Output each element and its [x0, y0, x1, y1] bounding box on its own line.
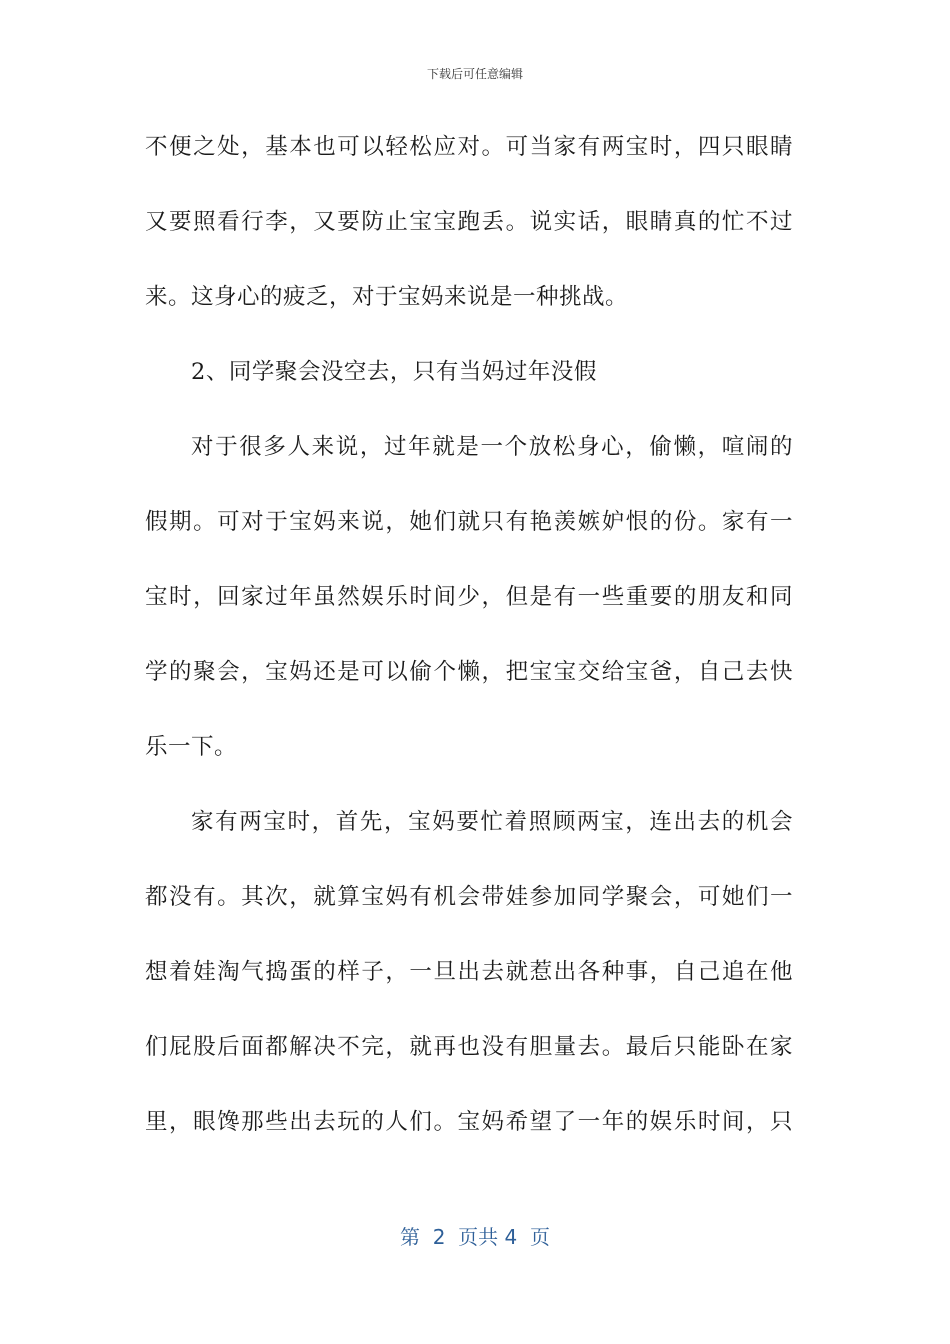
paragraph-line: 不便之处，基本也可以轻松应对。可当家有两宝时，四只眼睛: [145, 134, 793, 160]
paragraph-line: 又要照看行李，又要防止宝宝跑丢。说实话，眼睛真的忙不过: [145, 209, 793, 235]
paragraph-line: 都没有。其次，就算宝妈有机会带娃参加同学聚会，可她们一: [145, 884, 793, 910]
page-number-footer: 第 2 页共 4 页: [400, 1225, 550, 1249]
paragraph-line: 家有两宝时，首先，宝妈要忙着照顾两宝，连出去的机会: [191, 809, 793, 835]
paragraph-line: 想着娃淘气捣蛋的样子，一旦出去就惹出各种事，自己追在他: [145, 959, 793, 985]
paragraph-line: 对于很多人来说，过年就是一个放松身心，偷懒，喧闹的: [191, 434, 793, 460]
paragraph-line: 学的聚会，宝妈还是可以偷个懒，把宝宝交给宝爸，自己去快: [145, 659, 793, 685]
page-header-note: 下载后可任意编辑: [426, 67, 523, 81]
paragraph-line: 们屁股后面都解决不完，就再也没有胆量去。最后只能卧在家: [145, 1034, 793, 1060]
paragraph-line: 来。这身心的疲乏，对于宝妈来说是一种挑战。: [145, 284, 629, 310]
paragraph-line: 里，眼馋那些出去玩的人们。宝妈希望了一年的娱乐时间，只: [145, 1109, 793, 1135]
section-heading: 2、同学聚会没空去，只有当妈过年没假: [191, 359, 597, 385]
paragraph-line: 宝时，回家过年虽然娱乐时间少，但是有一些重要的朋友和同: [145, 584, 793, 610]
document-body: [145, 110, 793, 1160]
paragraph-line: 乐一下。: [145, 734, 238, 760]
paragraph-line: 假期。可对于宝妈来说，她们就只有艳羡嫉妒恨的份。家有一: [145, 509, 793, 535]
